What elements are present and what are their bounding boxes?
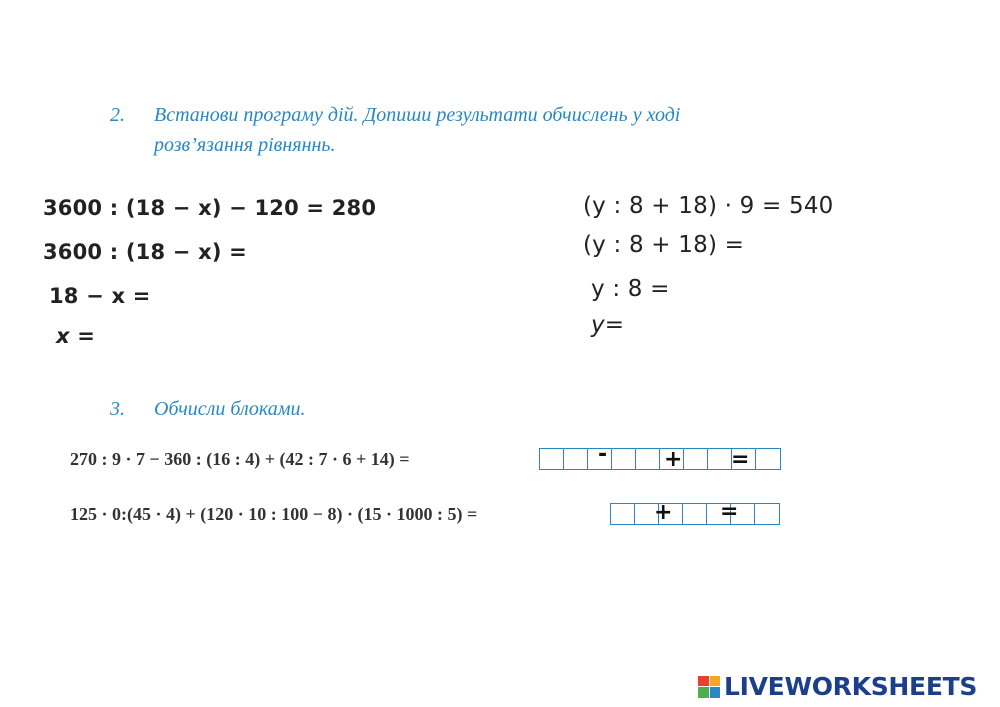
left-equation-2: 3600 : (18 − x) = (43, 240, 247, 264)
left-equation-4: x = (56, 324, 96, 348)
answer-cell[interactable] (636, 449, 660, 469)
block-2-plus-sign: + (654, 500, 673, 525)
block-2-equals-sign: = (720, 499, 739, 524)
task-3-heading (110, 394, 510, 424)
answer-cell[interactable] (612, 449, 636, 469)
block-2-expression: 125 · 0:(45 · 4) + (120 · 10 : 100 − 8) · (15 · 1000 : 5) = (70, 504, 478, 524)
right-equation-3: y : 8 = (591, 276, 670, 302)
left-equation-1: 3600 : (18 − x) − 120 = 280 (43, 196, 377, 220)
block-1-equals-sign: = (731, 447, 750, 472)
block-2-answer-boxes (610, 503, 780, 525)
block-1-plus-sign: + (664, 447, 683, 472)
answer-cell[interactable] (756, 449, 780, 469)
answer-cell[interactable] (540, 449, 564, 469)
answer-cell[interactable] (564, 449, 588, 469)
task-2-line-2: розв’язання рівняннь. (154, 134, 336, 156)
logo-text: LIVEWORKSHEETS (724, 672, 978, 701)
task-2-number: 2. (110, 104, 125, 126)
task-2-instructions (154, 100, 914, 160)
task-3-number: 3. (110, 398, 125, 420)
block-1-expression: 270 : 9 · 7 − 360 : (16 : 4) + (42 : 7 · 6 + 14) = (70, 449, 410, 469)
answer-cell[interactable] (611, 504, 635, 524)
task-2-line-1: Встанови програму дій. Допиши результати обчислень у ході (154, 104, 681, 126)
answer-cell[interactable] (684, 449, 708, 469)
task-2-heading (110, 100, 910, 162)
answer-cell[interactable] (755, 504, 779, 524)
right-equation-2: (y : 8 + 18) = (583, 232, 745, 258)
left-equation-3: 18 − x = (49, 284, 151, 308)
right-equation-1: (y : 8 + 18) · 9 = 540 (583, 193, 834, 219)
answer-cell[interactable] (708, 449, 732, 469)
logo-mark-icon (698, 676, 720, 698)
block-1-minus-sign: - (598, 442, 608, 467)
task-3-title: Обчисли блоками. (154, 398, 306, 420)
liveworksheets-logo (698, 672, 977, 701)
right-equation-4: y= (591, 312, 625, 338)
answer-cell[interactable] (683, 504, 707, 524)
